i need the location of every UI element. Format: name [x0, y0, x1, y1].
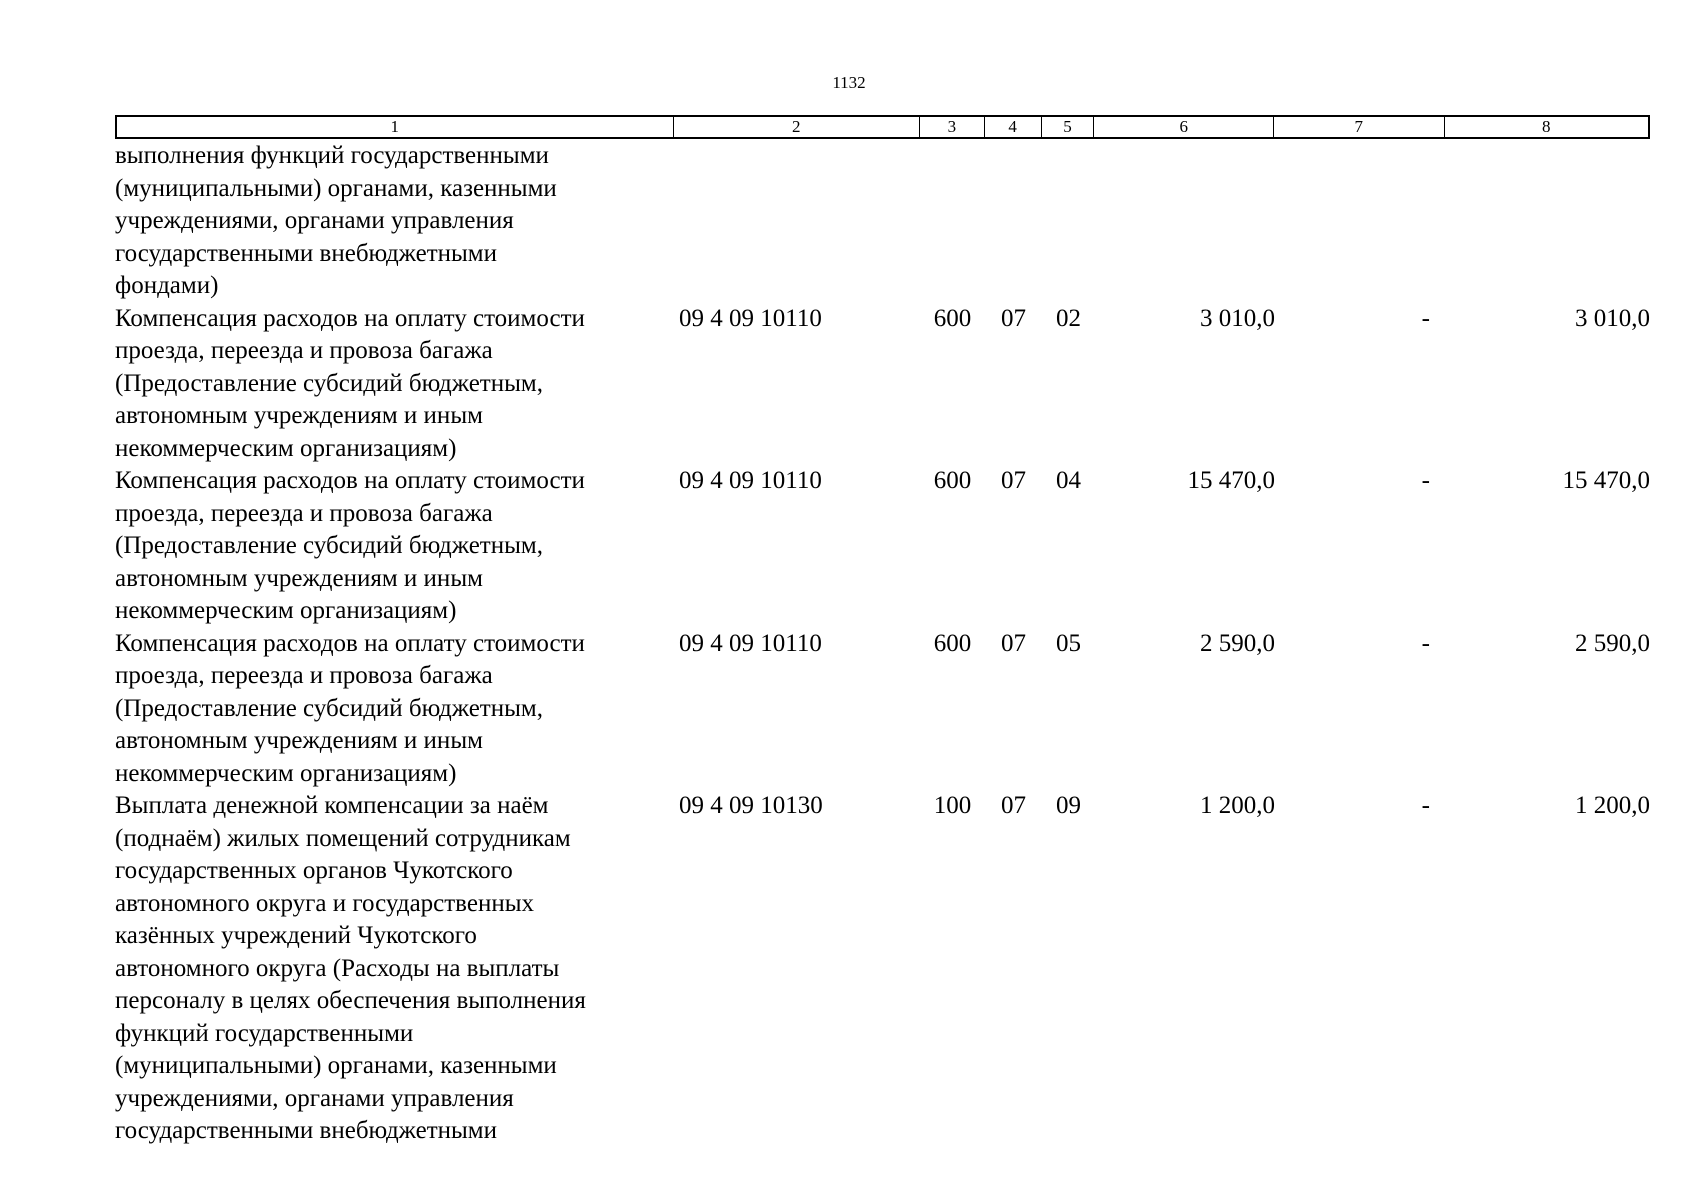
header-col-3: 3: [920, 117, 985, 137]
row-code: 09 4 09 10110: [679, 467, 822, 494]
row-col-5: 02: [1056, 304, 1081, 332]
row-col-7: -: [1421, 629, 1430, 657]
header-col-8: 8: [1542, 117, 1551, 136]
row-col-4: 07: [1001, 467, 1026, 494]
page-number: 1132: [832, 73, 866, 92]
row-description: Компенсация расходов на оплату стоимости проезда, переезда и провоза багажа (Предоставление субсидий бюджетным, автономным учреждениям и иным некоммерческим организациям): [115, 467, 585, 624]
row-col-4: [985, 140, 1042, 303]
row-col-5: 04: [1056, 467, 1081, 494]
row-col-8: 2 590,0: [1575, 629, 1650, 657]
row-col-7: -: [1421, 792, 1430, 819]
row-col-6: 2 590,0: [1200, 629, 1275, 657]
header-col-4: 4: [985, 117, 1042, 137]
table-header: [115, 115, 1650, 139]
row-description: Выплата денежной компенсации за наём (поднаём) жилых помещений сотрудникам государственных органов Чукотского автономного округа и государственных казённых учреждений Чукотского автономного округа (Расходы на выплаты персоналу в целях обеспечения выполнения функций государственными (муниципальными) органами, казенными учреждениями, органами управления государственными внебюджетными: [115, 792, 586, 1144]
row-col-5: 09: [1056, 792, 1081, 819]
row-col-4: 07: [1001, 792, 1026, 819]
row-code: 09 4 09 10130: [679, 792, 823, 819]
row-description: выполнения функций государственными (муниципальными) органами, казенными учреждениями, органами управления государственными внебюджетными фондами): [115, 142, 557, 299]
row-col-8: [1446, 140, 1650, 303]
row-col-7: -: [1421, 304, 1430, 332]
row-col-3: 600: [933, 467, 972, 494]
row-col-5: [1042, 140, 1095, 303]
header-col-1: 1: [117, 117, 674, 137]
row-code: 09 4 09 10110: [679, 629, 822, 657]
table-row: [115, 303, 1650, 466]
row-col-3: 600: [933, 304, 972, 332]
row-code: 09 4 09 10110: [679, 304, 822, 332]
row-col-7: [1275, 140, 1446, 303]
row-col-5: 05: [1056, 629, 1081, 657]
table-row: [115, 465, 1650, 628]
row-col-8: 1 200,0: [1575, 792, 1650, 819]
row-col-6: 1 200,0: [1200, 792, 1275, 819]
row-col-8: 3 010,0: [1575, 304, 1650, 332]
header-col-6: 6: [1094, 117, 1274, 137]
table-row: [115, 790, 1650, 1148]
row-code: [673, 140, 920, 303]
row-description: Компенсация расходов на оплату стоимости проезда, переезда и провоза багажа (Предоставление субсидий бюджетным, автономным учреждениям и иным некоммерческим организациям): [115, 304, 585, 462]
row-col-3: [920, 140, 985, 303]
header-col-5: 5: [1042, 117, 1095, 137]
row-description: Компенсация расходов на оплату стоимости проезда, переезда и провоза багажа (Предоставление субсидий бюджетным, автономным учреждениям и иным некоммерческим организациям): [115, 629, 585, 787]
row-col-3: 600: [933, 629, 972, 657]
row-col-7: -: [1421, 467, 1430, 494]
row-col-6: [1095, 140, 1275, 303]
row-col-6: 15 470,0: [1187, 467, 1275, 494]
row-col-3: 100: [933, 792, 972, 819]
row-col-8: 15 470,0: [1562, 467, 1650, 494]
row-col-4: 07: [1001, 304, 1026, 332]
header-col-7: 7: [1274, 117, 1445, 137]
table-body: [115, 140, 1650, 1148]
header-col-2: 2: [674, 117, 920, 137]
row-col-6: 3 010,0: [1200, 304, 1275, 332]
table-row: [115, 628, 1650, 791]
table-row: [115, 140, 1650, 303]
row-col-4: 07: [1001, 629, 1026, 657]
